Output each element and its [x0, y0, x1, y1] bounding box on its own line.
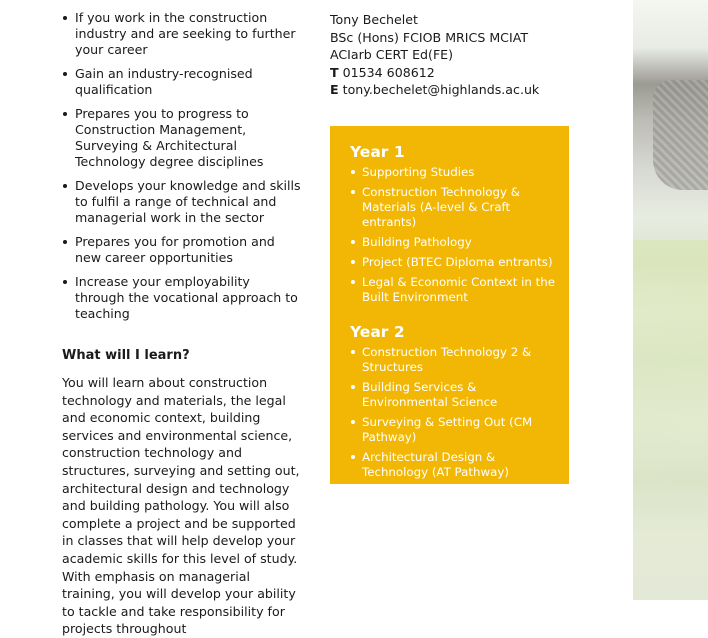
list-item: Gain an industry-recognised qualification — [62, 66, 302, 98]
list-item: Building Services & Environmental Science — [350, 380, 555, 410]
knit-texture — [653, 80, 708, 190]
list-item: Prepares you for promotion and new career opportunities — [62, 234, 302, 266]
list-item: Prepares you to progress to Construction Management, Surveying & Architectural Technology degree disciplines — [62, 106, 302, 170]
curriculum-box — [330, 126, 569, 484]
contact-name: Tony Bechelet — [330, 12, 418, 27]
year2-modules — [350, 345, 555, 480]
list-item: Construction Technology & Materials (A-level & Craft entrants) — [350, 185, 555, 230]
list-item: Develops your knowledge and skills to fulfil a range of technical and managerial work in the sector — [62, 178, 302, 226]
hi-vis-vest — [633, 240, 708, 600]
contact-block — [330, 11, 570, 99]
learn-heading: What will I learn? — [62, 348, 190, 363]
contact-email-row — [330, 81, 570, 99]
list-item: Construction Technology 2 & Structures — [350, 345, 555, 375]
learn-paragraph: You will learn about construction technology and materials, the legal and economic context, building services and environmental science, construction technology and structures, surveying and setting out, architectural design and technology and building pathology. You will also complete a project and be supported in classes that will help develop your academic skills for this level of study. With emphasis on managerial training, you will develop your ability to tackle and take responsibility for projects throughout — [62, 375, 300, 637]
year1-title: Year 1 — [350, 143, 405, 161]
worker-photo — [633, 0, 708, 600]
phone-letter: T — [330, 64, 339, 80]
list-item: If you work in the construction industry and are seeking to further your career — [62, 10, 302, 58]
list-item: Increase your employability through the vocational approach to teaching — [62, 274, 302, 322]
left-column — [62, 0, 302, 638]
list-item: Supporting Studies — [350, 165, 555, 180]
list-item: Architectural Design & Technology (AT Pathway) — [350, 450, 555, 480]
email-letter: E — [330, 82, 339, 98]
contact-credentials: BSc (Hons) FCIOB MRICS MCIAT ACIarb CERT Ed(FE) — [330, 29, 529, 63]
contact-email[interactable]: tony.bechelet@highlands.ac.uk — [342, 82, 540, 98]
year1-modules — [350, 165, 555, 305]
contact-phone-row — [330, 64, 570, 82]
year2-title: Year 2 — [350, 323, 405, 341]
list-item: Surveying & Setting Out (CM Pathway) — [350, 415, 555, 445]
list-item: Building Pathology — [350, 235, 555, 250]
contact-phone[interactable]: 01534 608612 — [342, 64, 435, 80]
list-item: Project (BTEC Diploma entrants) — [350, 255, 555, 270]
list-item: Legal & Economic Context in the Built Environment — [350, 275, 555, 305]
benefits-list — [62, 10, 302, 322]
